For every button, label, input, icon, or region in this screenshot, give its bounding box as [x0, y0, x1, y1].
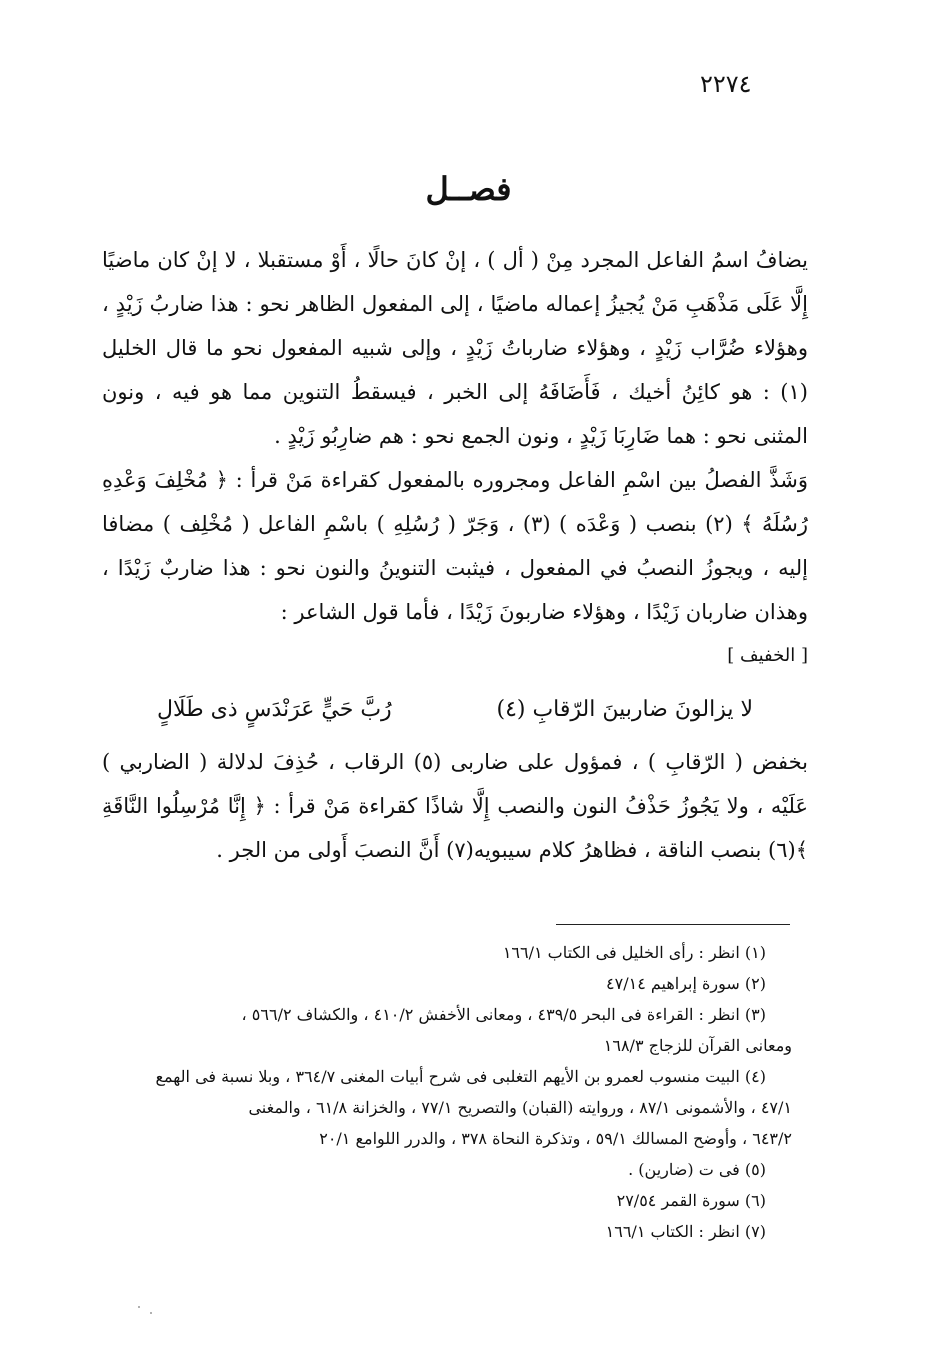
paragraph-3: بخفض ( الرّقابِ ) ، فمؤول على ضاربى (٥) الرقاب ، حُذِفَ لدلالة ( الضاربي ) عَلَيْه ، ولا يَجُوزُ حَذْفُ النون والنصب إِلَّا شاذًا كقراءة مَنْ قرأ : ﴿ إِنَّا مُرْسِلُوا النَّاقَةِ ﴾(٦) بنصب الناقة ، فظاهرُ كلام سيبويه(٧) أَنَّ النصبَ أَولى من الجر .: [102, 750, 808, 862]
footnote-5: (٥) فى ت (ضارين) .: [628, 1160, 766, 1179]
footnote-3: (٣) انظر : القراءة فى البحر ٤٣٩/٥ ، ومعانى الأخفش ٤١٠/٢ ، والكشاف ٥٦٦/٢ ،: [241, 1005, 766, 1024]
footnotes: [92, 937, 792, 1247]
footnote-7: (٧) انظر : الكتاب ١٦٦/١: [605, 1222, 766, 1241]
paragraph-1: يضافُ اسمُ الفاعل المجرد مِنْ ( أل ) ، إنْ كانَ حالًا ، أَوْ مستقبلا ، لا إنْ كان ماضيًا إِلَّا عَلَى مَذْهَبِ مَنْ يُجيزُ إعماله ماضيًا ، إلى المفعول الظاهر نحو : هذا ضاربُ زَيْدٍ ، وهؤلاء ضُرَّاب زَيْدٍ ، وهؤلاء ضارباتُ زَيْدٍ ، وإلى شبيه المفعول نحو ما قال الخليل (١) : هو كائِنُ أخيك ، فَأَضَافَهُ إلى الخبر ، فيسقطُ التنوين مما هو فيه ، ونون المثنى نحو : هما ضَارِبَا زَيْدٍ ، ونون الجمع نحو : هم ضارِبُو زَيْدٍ .: [102, 248, 808, 448]
verse-first-hemistich: رُبَّ حَيٍّ عَرَنْدَسٍ ذى طَلَالٍ: [157, 697, 392, 722]
footnote-3-continued: ومعانى القرآن للزجاج ١٦٨/٣: [603, 1036, 792, 1055]
section-heading: فصــل: [425, 170, 512, 208]
footnote-2: (٢) سورة إبراهيم ٤٧/١٤: [606, 974, 766, 993]
page-number: ٢٢٧٤: [700, 70, 752, 98]
main-text: [102, 238, 808, 872]
footnote-separator: [556, 924, 790, 925]
verse-second-hemistich: لا يزالونَ ضاربينَ الرّقابِ (٤): [496, 697, 753, 722]
paragraph-2: وَشَذَّ الفصلُ بين اسْمِ الفاعل ومجروره بالمفعول كقراءة مَنْ قرأ : ﴿ مُخْلِفَ وَعْدِهِ رُسُلَهُ ﴾ (٢) بنصب ( وَعْدَه ) (٣) ، وَجَرّ ( رُسُلِهِ ) باسْمِ الفاعل ( مُخْلِف ) مضافا إليه ، ويجوزُ النصبُ في المفعول ، فيثبت التنوينُ والنون نحو : هذا ضاربٌ زَيْدًا ، وهذان ضاربان زَيْدًا ، وهؤلاء ضاربونَ زَيْدًا ، فأما قول الشاعر :: [102, 468, 809, 624]
footnote-1: (١) انظر : رأى الخليل فى الكتاب ١٦٦/١: [502, 943, 766, 962]
footnote-6: (٦) سورة القمر ٢٧/٥٤: [616, 1191, 766, 1210]
footnote-4-continued-2: ٦٤٣/٢ ، وأوضح المسالك ٥٩/١ ، وتذكرة النحاة ٣٧٨ ، والدرر اللوامع ٢٠/١: [319, 1129, 792, 1148]
scan-speck: [138, 1306, 140, 1308]
poetry-verse: [102, 678, 808, 740]
footnote-4: (٤) البيت منسوب لعمرو بن الأيهم التغلبى فى شرح أبيات المغنى ٣٦٤/٧ ، وبلا نسبة فى الهمع: [155, 1067, 766, 1086]
poetic-meter-label: [ الخفيف ]: [727, 645, 808, 666]
scan-speck: [150, 1312, 152, 1314]
footnote-4-continued: ٤٧/١ ، والأشمونى ٨٧/١ ، وروايته (القبان) والتصريح ٧٧/١ ، والخزانة ٦١/٨ ، والمغنى: [248, 1098, 792, 1117]
